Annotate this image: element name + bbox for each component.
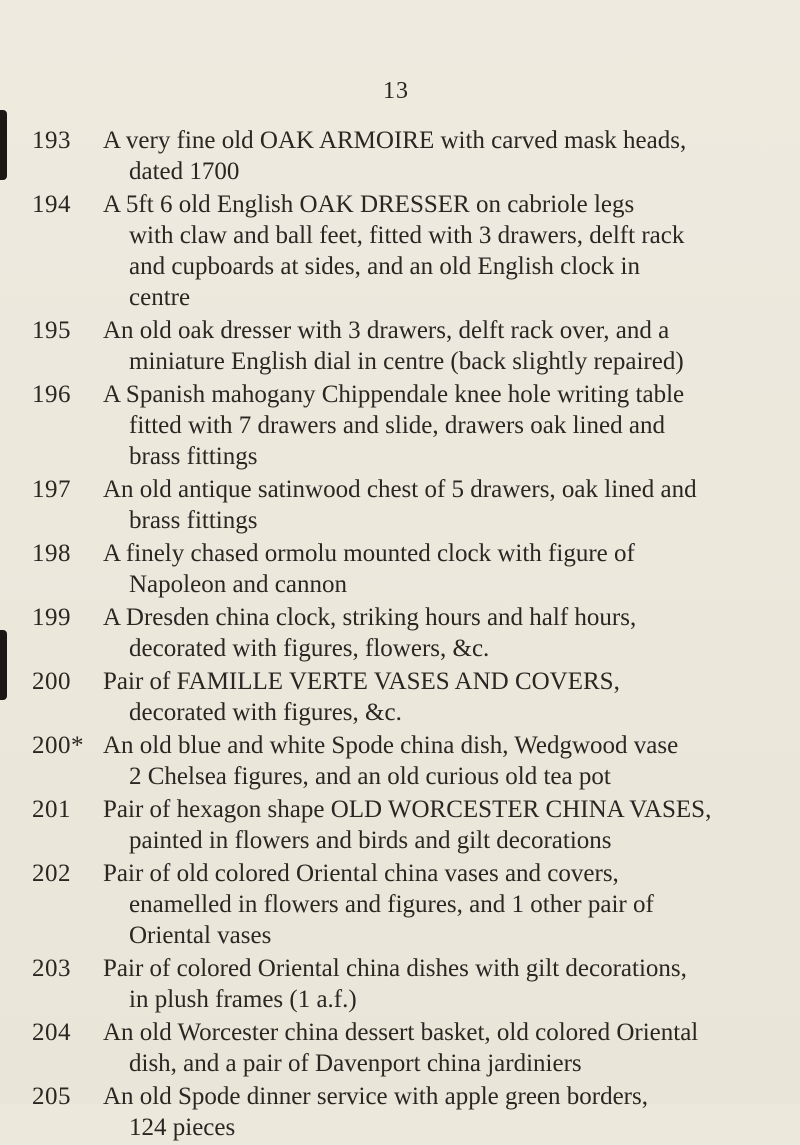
lot-entry	[32, 858, 798, 951]
lot-entry	[32, 602, 798, 664]
lot-number: 205	[32, 1083, 71, 1110]
lot-number: 193	[32, 127, 71, 154]
lot-description-continuation-line: decorated with figures, flowers, &c.	[129, 635, 490, 662]
lot-entry	[32, 189, 798, 313]
lot-entry	[32, 474, 798, 536]
lot-entry	[32, 125, 798, 187]
lot-description-first-line: A very fine old OAK ARMOIRE with carved mask heads,	[103, 127, 687, 154]
page-number: 13	[383, 78, 409, 104]
lot-number: 194	[32, 191, 71, 218]
lot-description-first-line: An old Worcester china dessert basket, old colored Oriental	[103, 1019, 699, 1046]
lot-entry	[32, 379, 798, 472]
lot-description-continuation-line: Napoleon and cannon	[129, 571, 347, 598]
lot-description	[103, 794, 798, 856]
lot-number: 201	[32, 796, 71, 823]
lot-number: 200*	[32, 732, 84, 759]
lot-description-continuation-line: fitted with 7 drawers and slide, drawers oak lined and	[129, 412, 665, 439]
lot-list	[32, 125, 798, 1145]
lot-description-first-line: An old Spode dinner service with apple green borders,	[103, 1083, 648, 1110]
lot-description-continuation-line: with claw and ball feet, fitted with 3 drawers, delft rack	[129, 222, 685, 249]
lot-description-continuation-line: brass fittings	[129, 507, 258, 534]
lot-description-continuation-line: dish, and a pair of Davenport china jardiniers	[129, 1050, 582, 1077]
lot-description	[103, 315, 798, 377]
lot-description-continuation-line: in plush frames (1 a.f.)	[129, 986, 357, 1013]
lot-entry	[32, 953, 798, 1015]
lot-number: 202	[32, 860, 71, 887]
lot-number: 204	[32, 1019, 71, 1046]
lot-description-continuation-line: decorated with figures, &c.	[129, 699, 402, 726]
lot-description	[103, 953, 798, 1015]
lot-number: 196	[32, 381, 71, 408]
lot-description-continuation-line: centre	[129, 284, 191, 311]
lot-entry	[32, 538, 798, 600]
lot-description	[103, 1017, 798, 1079]
lot-entry	[32, 1017, 798, 1079]
lot-description	[103, 858, 798, 951]
lot-description-first-line: Pair of old colored Oriental china vases and covers,	[103, 860, 619, 887]
lot-description	[103, 125, 798, 187]
lot-entry	[32, 730, 798, 792]
lot-description-continuation-line: miniature English dial in centre (back slightly repaired)	[129, 348, 684, 375]
lot-number: 198	[32, 540, 71, 567]
lot-description-continuation-line: brass fittings	[129, 443, 258, 470]
lot-description-first-line: A Dresden china clock, striking hours and half hours,	[103, 604, 637, 631]
lot-description	[103, 379, 798, 472]
lot-number: 197	[32, 476, 71, 503]
lot-description-continuation-line: 2 Chelsea figures, and an old curious old tea pot	[129, 763, 611, 790]
lot-description-first-line: A Spanish mahogany Chippendale knee hole writing table	[103, 381, 685, 408]
lot-number: 200	[32, 668, 71, 695]
lot-description	[103, 602, 798, 664]
lot-description-continuation-line: Oriental vases	[129, 922, 272, 949]
lot-description	[103, 730, 798, 792]
lot-description-continuation-line: and cupboards at sides, and an old English clock in	[129, 253, 640, 280]
lot-description-first-line: A 5ft 6 old English OAK DRESSER on cabriole legs	[103, 191, 635, 218]
lot-entry	[32, 315, 798, 377]
lot-entry	[32, 1081, 798, 1143]
lot-description-first-line: Pair of FAMILLE VERTE VASES AND COVERS,	[103, 668, 620, 695]
lot-description-continuation-line: 124 pieces	[129, 1114, 236, 1141]
lot-description	[103, 666, 798, 728]
lot-description	[103, 538, 798, 600]
lot-description-continuation-line: dated 1700	[129, 158, 240, 185]
lot-entry	[32, 666, 798, 728]
lot-description-first-line: An old oak dresser with 3 drawers, delft rack over, and a	[103, 317, 670, 344]
binding-shadow-top	[0, 110, 7, 180]
lot-description-continuation-line: painted in flowers and birds and gilt decorations	[129, 827, 612, 854]
lot-description-first-line: Pair of colored Oriental china dishes with gilt decorations,	[103, 955, 687, 982]
lot-description	[103, 189, 798, 313]
lot-number: 195	[32, 317, 71, 344]
lot-description-first-line: An old blue and white Spode china dish, Wedgwood vase	[103, 732, 679, 759]
lot-description	[103, 1081, 798, 1143]
lot-number: 199	[32, 604, 71, 631]
lot-number: 203	[32, 955, 71, 982]
lot-description	[103, 474, 798, 536]
lot-description-first-line: An old antique satinwood chest of 5 drawers, oak lined and	[103, 476, 697, 503]
lot-description-continuation-line: enamelled in flowers and figures, and 1 other pair of	[129, 891, 654, 918]
lot-description-first-line: A finely chased ormolu mounted clock with figure of	[103, 540, 635, 567]
lot-entry	[32, 794, 798, 856]
binding-shadow-bottom	[0, 630, 7, 700]
lot-description-first-line: Pair of hexagon shape OLD WORCESTER CHINA VASES,	[103, 796, 712, 823]
